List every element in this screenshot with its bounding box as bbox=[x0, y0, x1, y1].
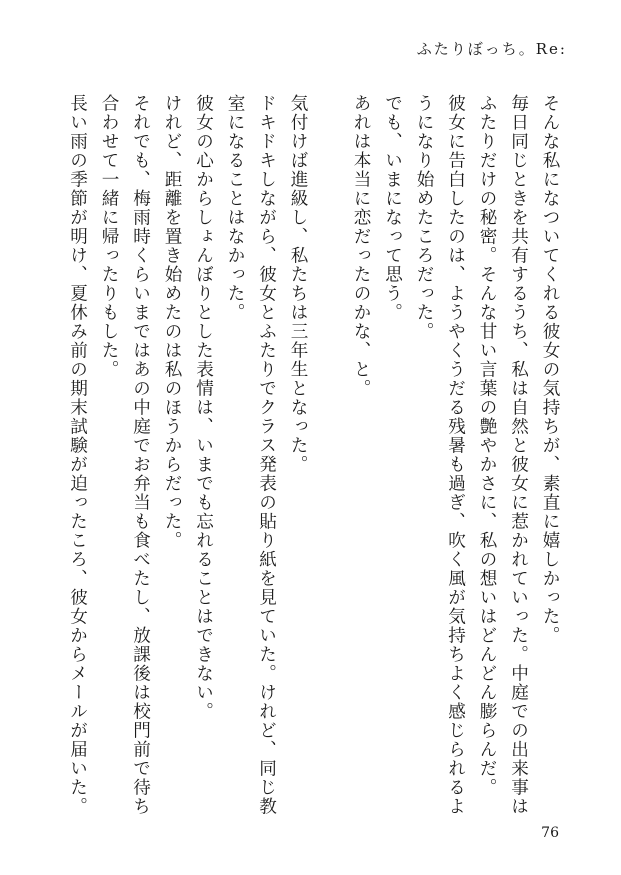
vertical-text-body bbox=[61, 94, 565, 824]
paragraph-9: けれど、距離を置き始めたのは私のほうからだった。 bbox=[162, 94, 182, 550]
paragraph-7: ドキドキしながら、彼女とふたりでクラス発表の貼り紙を見ていた。けれど、同じ教室になることはなかった。 bbox=[225, 94, 277, 816]
paragraph-6: 気付けば進級し、私たちは三年生となった。 bbox=[288, 94, 308, 474]
paragraph-1: そんな私になついてくれる彼女の気持ちが、素直に嬉しかった。 bbox=[540, 94, 560, 645]
blank-line bbox=[313, 94, 345, 824]
page-number: 76 bbox=[541, 825, 559, 841]
paragraph-5: あれは本当に恋だったのかな、と。 bbox=[351, 94, 371, 398]
paragraph-2: 毎日同じときを共有するうち、私は自然と彼女に惹かれていった。中庭での出来事はふたりだけの秘密。そんな甘い言葉の艶やかさに、私の想いはどんどん膨らんだ。 bbox=[477, 94, 529, 816]
paragraph-10: それでも、梅雨時くらいまではあの中庭でお弁当も食べたし、放課後は校門前で待ち合わせて一緒に帰ったりもした。 bbox=[99, 94, 151, 816]
running-header: ふたりぼっち。Re: bbox=[416, 40, 567, 58]
paragraph-3: 彼女に告白したのは、ようやくうだる残暑も過ぎ、吹く風が気持ちよく感じられるようになり始めたころだった。 bbox=[414, 94, 466, 816]
paragraph-8: 彼女の心からしょんぼりとした表情は、いまでも忘れることはできない。 bbox=[193, 94, 214, 721]
paragraph-11: 長い雨の季節が明け、夏休み前の期末試験が迫ったころ、彼女からメールが届いた。 bbox=[67, 94, 88, 816]
paragraph-4: でも、いまになって思う。 bbox=[382, 94, 403, 322]
